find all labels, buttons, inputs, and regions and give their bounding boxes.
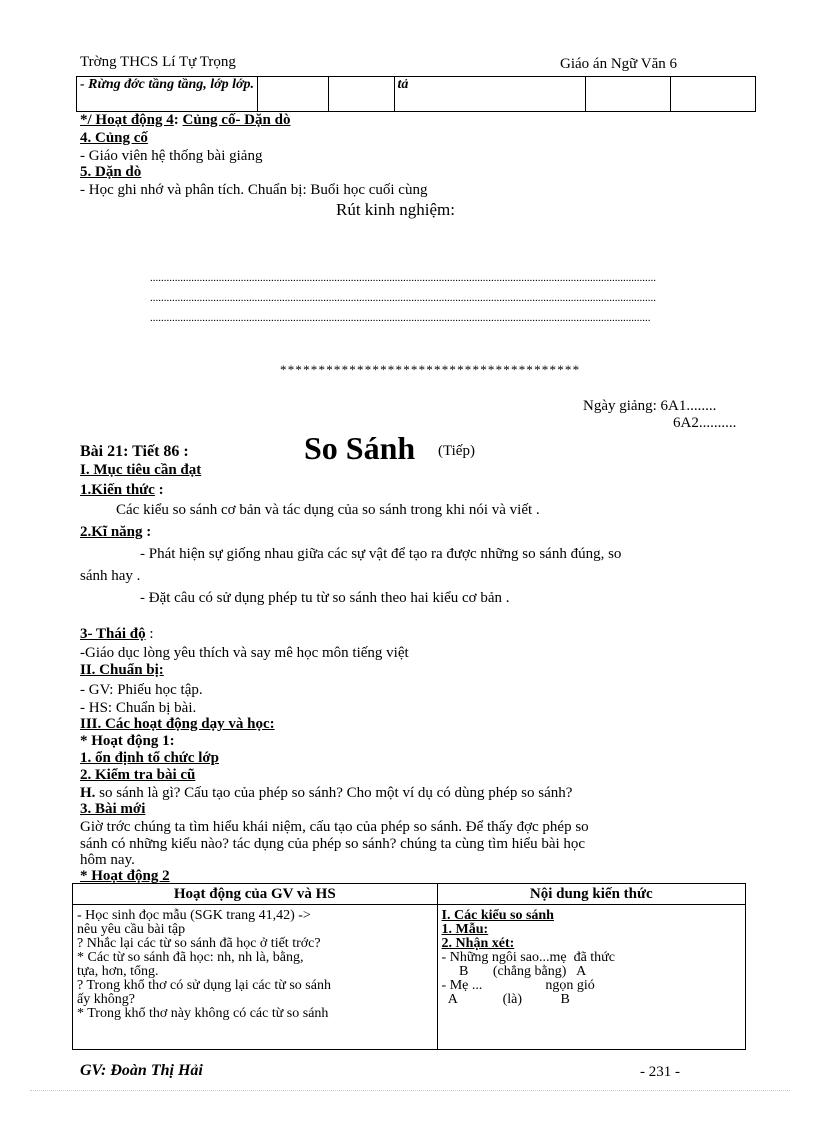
knowledge-cell bbox=[437, 905, 745, 1050]
skills-colon: : bbox=[142, 524, 152, 540]
skills-text-1b: sánh hay . bbox=[80, 568, 141, 584]
activities-cell bbox=[73, 905, 438, 1050]
consolidate-text: - Giáo viên hệ thống bài giảng bbox=[80, 148, 263, 164]
knowledge-heading-row bbox=[80, 482, 164, 498]
preparation-hs: - HS: Chuẩn bị bài. bbox=[80, 700, 197, 716]
activity-line: - Học sinh đọc mẫu (SGK trang 41,42) -> bbox=[77, 908, 311, 923]
knowledge-colon: : bbox=[154, 482, 164, 498]
review-question-row bbox=[80, 785, 572, 801]
preparation-gv: - GV: Phiếu học tập. bbox=[80, 682, 203, 698]
skills-text-2: - Đặt câu có sử dụng phép tu từ so sánh theo hai kiểu cơ bản . bbox=[140, 590, 510, 606]
lesson-number: Bài 21: Tiết 86 : bbox=[80, 443, 189, 460]
attitude-text: -Giáo dục lòng yêu thích và say mê học môn tiếng việt bbox=[80, 645, 409, 661]
attitude-colon: : bbox=[145, 626, 154, 642]
attitude-heading: 3- Thái độ bbox=[80, 626, 146, 642]
star-separator: *************************************** bbox=[280, 362, 581, 377]
school-name: Trờng THCS Lí Tự Trọng bbox=[80, 54, 236, 70]
top-table-cell: tả bbox=[394, 77, 586, 112]
activity4-prefix: */ Hoạt động 4 bbox=[80, 112, 174, 128]
experience-heading: Rút kinh nghiệm: bbox=[336, 200, 455, 219]
top-table-cell bbox=[586, 77, 671, 112]
consolidate-heading: 4. Củng cố bbox=[80, 130, 148, 146]
homework-text: - Học ghi nhớ và phân tích. Chuẩn bị: Buổi học cuối cùng bbox=[80, 182, 428, 198]
page-number: - 231 - bbox=[640, 1064, 680, 1080]
activity-line: * Trong khổ thơ này không có các từ so sánh bbox=[77, 1006, 329, 1021]
top-table-cell bbox=[258, 77, 329, 112]
knowledge-heading: 1.Kiến thức bbox=[80, 482, 155, 498]
dotted-line: ........................................................................................................................................................................................ bbox=[150, 292, 656, 304]
teaching-date-1: Ngày giảng: 6A1........ bbox=[583, 398, 717, 414]
lesson-suffix: (Tiếp) bbox=[438, 443, 475, 459]
top-table bbox=[76, 76, 756, 112]
activity2-heading: * Hoạt động 2 bbox=[80, 868, 170, 884]
knowledge-line: B (chẳng bằng) A bbox=[441, 964, 587, 979]
activity4-sep: : bbox=[173, 112, 179, 128]
col-header-knowledge: Nội dung kiến thức bbox=[437, 884, 745, 905]
stabilize-heading: 1. ổn định tổ chức lớp bbox=[80, 750, 220, 766]
knowledge-line: A (là) B bbox=[441, 992, 570, 1007]
activity1-heading: * Hoạt động 1: bbox=[80, 733, 175, 749]
teaching-date-2: 6A2.......... bbox=[673, 415, 737, 431]
top-table-cell: - Rừng đớc tầng tầng, lớp lớp. bbox=[77, 77, 258, 112]
intro-line: sánh có những kiểu nào? tác dụng của phép so sánh? chúng ta cùng tìm hiểu bài học bbox=[80, 836, 586, 852]
knowledge-text: Các kiểu so sánh cơ bản và tác dụng của so sánh trong khi nói và viết . bbox=[116, 502, 540, 518]
skills-text-1: - Phát hiện sự giống nhau giữa các sự vật để tạo ra được những so sánh đúng, so bbox=[140, 546, 622, 562]
activity4-title bbox=[80, 112, 290, 128]
lesson-table bbox=[72, 883, 746, 1050]
attitude-heading-row bbox=[80, 626, 154, 642]
objectives-heading: I. Mục tiêu cần đạt bbox=[80, 462, 202, 478]
knowledge-heading-2: 1. Mẫu: bbox=[441, 922, 489, 937]
col-header-activities: Hoạt động của GV và HS bbox=[73, 884, 438, 905]
intro-line: hôm nay. bbox=[80, 852, 135, 868]
preparation-heading: II. Chuẩn bị: bbox=[80, 662, 164, 678]
question-label: H. bbox=[80, 785, 96, 801]
knowledge-line: - Mẹ ... ngọn gió bbox=[441, 978, 595, 993]
top-table-cell bbox=[329, 77, 394, 112]
footer-teacher: GV: Đoàn Thị Hải bbox=[80, 1062, 203, 1079]
activity-line: tựa, hơn, tổng. bbox=[77, 964, 159, 979]
knowledge-heading-3: 2. Nhận xét: bbox=[441, 936, 515, 951]
activity-line: ấy không? bbox=[77, 992, 135, 1007]
intro-line: Giờ trớc chúng ta tìm hiểu khái niệm, cấu tạo của phép so sánh. Để thấy đợc phép so bbox=[80, 819, 589, 835]
review-heading: 2. Kiểm tra bài cũ bbox=[80, 767, 196, 783]
knowledge-heading-1: I. Các kiểu so sánh bbox=[441, 908, 554, 923]
activity4-name: Củng cố- Dặn dò bbox=[182, 112, 291, 128]
activity-line: nêu yêu cầu bài tập bbox=[77, 922, 186, 937]
lesson-title: So Sánh bbox=[304, 430, 416, 466]
knowledge-line: - Những ngôi sao...mẹ đã thức bbox=[441, 950, 615, 965]
activity-line: * Các từ so sánh đã học: nh, nh là, bằng, bbox=[77, 950, 304, 965]
activity-line: ? Nhắc lại các từ so sánh đã học ở tiết trớc? bbox=[77, 936, 321, 951]
skills-heading-row bbox=[80, 524, 151, 540]
skills-heading: 2.Kĩ năng bbox=[80, 524, 143, 540]
dotted-line: ...................................................................................................................................................................................... bbox=[150, 312, 651, 324]
homework-heading: 5. Dặn dò bbox=[80, 164, 142, 180]
dotted-line: ........................................................................................................................................................................................ bbox=[150, 272, 656, 284]
activity-line: ? Trong khổ thơ có sử dụng lại các từ so sánh bbox=[77, 978, 331, 993]
footer-divider bbox=[30, 1090, 790, 1091]
activities-heading: III. Các hoạt động dạy và học: bbox=[80, 716, 275, 732]
subject-title: Giáo án Ngữ Văn 6 bbox=[560, 56, 677, 72]
review-question: so sánh là gì? Cấu tạo của phép so sánh? Cho một ví dụ có dùng phép so sánh? bbox=[95, 785, 573, 801]
top-table-cell bbox=[671, 77, 756, 112]
new-lesson-heading: 3. Bài mới bbox=[80, 801, 146, 817]
